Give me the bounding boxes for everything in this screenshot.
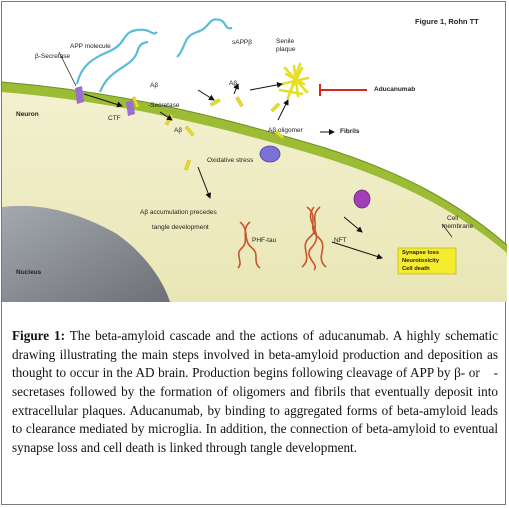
label-abeta-2: Aβ xyxy=(229,80,238,87)
label-cell-1: Cell xyxy=(447,215,459,222)
oligomer-microglia xyxy=(260,146,280,162)
label-abeta-3: Aβ xyxy=(174,127,183,134)
label-neuron: Neuron xyxy=(16,111,39,118)
label-senile-2: plaque xyxy=(276,46,296,53)
label-senile-1: Senile xyxy=(276,38,295,45)
label-cell-2: membrane xyxy=(442,223,474,230)
label-accumulation-1: Aβ accumulation precedes xyxy=(140,209,217,216)
label-fibrils: Fibrils xyxy=(340,128,360,135)
label-aducanumab: Aducanumab xyxy=(374,86,416,93)
label-accumulation-2: tangle development xyxy=(152,224,209,231)
membrane-protein xyxy=(354,190,370,208)
label-sappb: sAPPβ xyxy=(232,39,252,46)
label-neurotoxicity: Neurotoxicity xyxy=(402,258,440,264)
label-oligomer: Aβ oligomer xyxy=(268,127,303,134)
app-molecule xyxy=(77,30,157,84)
label-oxidative-stress: Oxidative stress xyxy=(207,157,254,164)
figure-caption xyxy=(12,327,498,457)
label-ctf: CTF xyxy=(108,115,121,122)
label-synapse-loss: Synapse loss xyxy=(402,250,440,256)
cascade-diagram xyxy=(2,2,507,302)
label-nft: NFT xyxy=(334,237,347,244)
sappb-molecule xyxy=(177,19,232,57)
label-gamma-secretase: -Secretase xyxy=(148,102,180,109)
label-beta-secretase: β-Secretase xyxy=(35,53,71,60)
caption-label: Figure 1: xyxy=(12,328,66,344)
label-nucleus: Nucleus xyxy=(16,269,42,276)
label-phf-tau: PHF-tau xyxy=(252,237,277,244)
label-app-molecule: APP molecule xyxy=(70,43,111,50)
figure-tag: Figure 1, Rohn TT xyxy=(415,17,479,26)
label-abeta-1: Aβ xyxy=(150,82,159,89)
senile-plaque xyxy=(280,64,308,98)
figure-frame xyxy=(1,1,506,505)
label-cell-death: Cell death xyxy=(402,266,430,272)
caption-text: The beta-amyloid cascade and the actions of aducanumab. A highly schematic drawing illustrating the main steps involved in beta-amyloid production and deposition as thought to occur in the AD brain. Production begins following cleavage of APP by β- or  -secretases followed by the formation of oligomers and fibrils that eventually deposit into extracellular plaques. Aducanumab, by binding to aggregated forms of beta-amyloid leads to clearance mediated by microglia. In addition, the connection of beta-amyloid to eventual synapse loss and cell death is linked through tangle development. xyxy=(12,328,498,455)
